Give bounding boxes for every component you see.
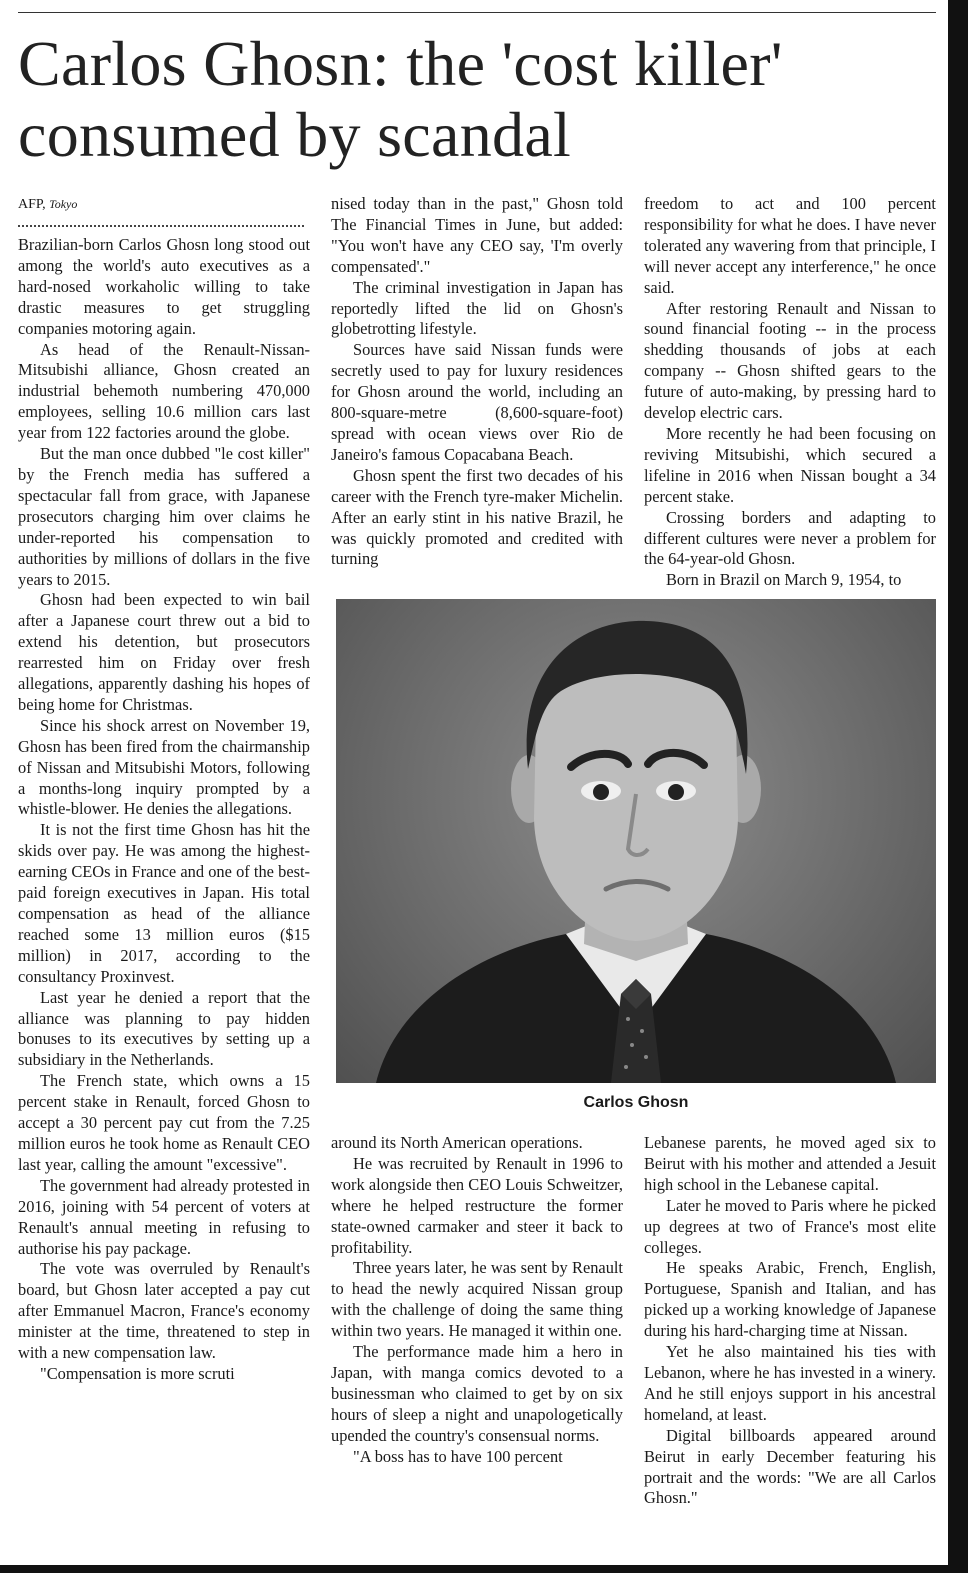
paragraph: Since his shock arrest on November 19, Ghosn has been fired from the chairmanship of Nissan and Mitsubishi Motors, following a months-long inquiry prompted by a whistle-blower. He denies the allegations. xyxy=(18,715,310,819)
paragraph: around its North American operations. xyxy=(331,1133,583,1152)
paragraph: After restoring Renault and Nissan to sound financial footing -- in the process shedding thousands of jobs at each company -- Ghosn shifted gears to the future of auto-making, by pressing hard to develop electric cars. xyxy=(644,298,936,423)
paragraph: The criminal investigation in Japan has reportedly lifted the lid on Ghosn's globetrotting lifestyle. xyxy=(331,277,623,339)
paragraph: "Compensation is more scruti xyxy=(40,1363,235,1383)
paragraph: freedom to act and 100 percent responsibility for what he does. I have never tolerated any wavering from that principle, I will never accept any interference," he once said. xyxy=(644,194,936,297)
byline xyxy=(18,194,310,215)
paragraph: Brazilian-born Carlos Ghosn long stood out among the world's auto executives as a hard-nosed workaholic willing to take drastic measures to get struggling companies motoring again. xyxy=(18,235,310,338)
paragraph: Lebanese parents, he moved aged six to Beirut with his mother and attended a Jesuit high school in the Lebanese capital. xyxy=(644,1133,936,1194)
byline-agency: AFP, xyxy=(18,197,46,212)
paragraph: The French state, which owns a 15 percent stake in Renault, forced Ghosn to accept a 30 percent pay cut from the 7.25 million euros he took home as Renault CEO last year, calling the amount "excessive". xyxy=(18,1071,310,1174)
paragraph: The performance made him a hero in Japan, with manga comics devoted to a businessman who claimed to get by on six hours of sleep a night and unapologetically upended the country's consensual norms. xyxy=(331,1342,623,1445)
paragraph: Last year he denied a report that the alliance was planning to pay hidden bonuses to its executives by setting up a subsidiary in the Netherlands. xyxy=(18,987,310,1070)
article-column-3-top xyxy=(644,194,936,591)
paragraph: The vote was overruled by Renault's board, but Ghosn later accepted a pay cut after Emmanuel Macron, France's economy minister at the time, threatened to step in with a new compensation law. xyxy=(18,1259,310,1363)
top-rule xyxy=(18,12,936,13)
article-column-1 xyxy=(18,194,310,1385)
article-column-2-top xyxy=(331,194,623,570)
paragraph: Later he moved to Paris where he picked up degrees at two of France's most elite colleges. xyxy=(644,1195,936,1257)
article-column-2-bottom xyxy=(331,1133,623,1468)
paragraph: Born in Brazil on March 9, 1954, to xyxy=(666,570,902,590)
paragraph: Three years later, he was sent by Renault to head the newly acquired Nissan group with the challenge of doing the same thing within two years. He managed it within one. xyxy=(331,1258,623,1341)
paragraph: Ghosn spent the first two decades of his career with the French tyre-maker Michelin. After an early stint in his native Brazil, he was quickly promoted and credited with turning xyxy=(331,465,623,569)
paragraph: nised today than in the past," Ghosn told The Financial Times in June, but added: "You won't have any CEO say, 'I'm overly compensated'." xyxy=(331,194,623,276)
paragraph: Sources have said Nissan funds were secretly used to pay for luxury residences for Ghosn around the world, including an 800-square-metre (8,600-square-foot) spread with ocean views over Rio de Janeiro's famous Copacabana Beach. xyxy=(331,340,623,464)
paragraph: Crossing borders and adapting to different cultures were never a problem for the 64-year-old Ghosn. xyxy=(644,507,936,569)
paragraph: Digital billboards appeared around Beirut in early December featuring his portrait and the words: "We are all Carlos Ghosn." xyxy=(644,1425,936,1508)
photo-caption: Carlos Ghosn xyxy=(583,1094,689,1111)
page-bottom-bar xyxy=(0,1565,968,1573)
headline: Carlos Ghosn: the 'cost killer' consumed by scandal xyxy=(18,28,783,170)
paragraph: As head of the Renault-Nissan-Mitsubishi alliance, Ghosn created an industrial behemoth numbering 470,000 employees, selling 10.6 million cars last year from 122 factories around the globe. xyxy=(18,339,310,443)
portrait-illustration xyxy=(336,599,936,1083)
portrait-photo xyxy=(336,599,936,1083)
paragraph: "A boss has to have 100 percent xyxy=(353,1446,563,1466)
page-edge-bar xyxy=(948,0,968,1573)
paragraph: Ghosn had been expected to win bail after a Japanese court threw out a bid to extend his detention, but prosecutors rearrested him on Friday over fresh allegations, apparently dashing his hopes of being home for Christmas. xyxy=(18,590,310,714)
paragraph: More recently he had been focusing on reviving Mitsubishi, which secured a lifeline in 2016 when Nissan bought a 34 percent stake. xyxy=(644,423,936,506)
paragraph: But the man once dubbed "le cost killer" by the French media has suffered a spectacular fall from grace, with Japanese prosecutors charging him over claims he under-reported his compensation to authorities by millions of dollars in the five years to 2015. xyxy=(18,444,310,589)
paragraph: The government had already protested in 2016, joining with 54 percent of voters at Renault's annual meeting in refusing to authorise his pay package. xyxy=(18,1175,310,1258)
article-column-3-bottom xyxy=(644,1133,936,1509)
paragraph: Yet he also maintained his ties with Lebanon, where he has invested in a winery. And he still enjoys support in his ancestral homeland, at least. xyxy=(644,1342,936,1424)
byline-location: Tokyo xyxy=(49,197,78,211)
paragraph: It is not the first time Ghosn has hit the skids over pay. He was among the highest-earning CEOs in France and one of the best-paid foreign executives in Japan. His total compensation as head of the alliance reached some 13 million euros ($15 million) in 2017, according to the consultancy Proxinvest. xyxy=(18,820,310,986)
paragraph: He was recruited by Renault in 1996 to work alongside then CEO Louis Schweitzer, where he helped restructure the former state-owned carmaker and steer it back to profitability. xyxy=(331,1153,623,1257)
byline-dotted-rule xyxy=(18,217,304,227)
paragraph: He speaks Arabic, French, English, Portuguese, Spanish and Italian, and has picked up a working knowledge of Japanese during his hard-charging time at Nissan. xyxy=(644,1258,936,1341)
